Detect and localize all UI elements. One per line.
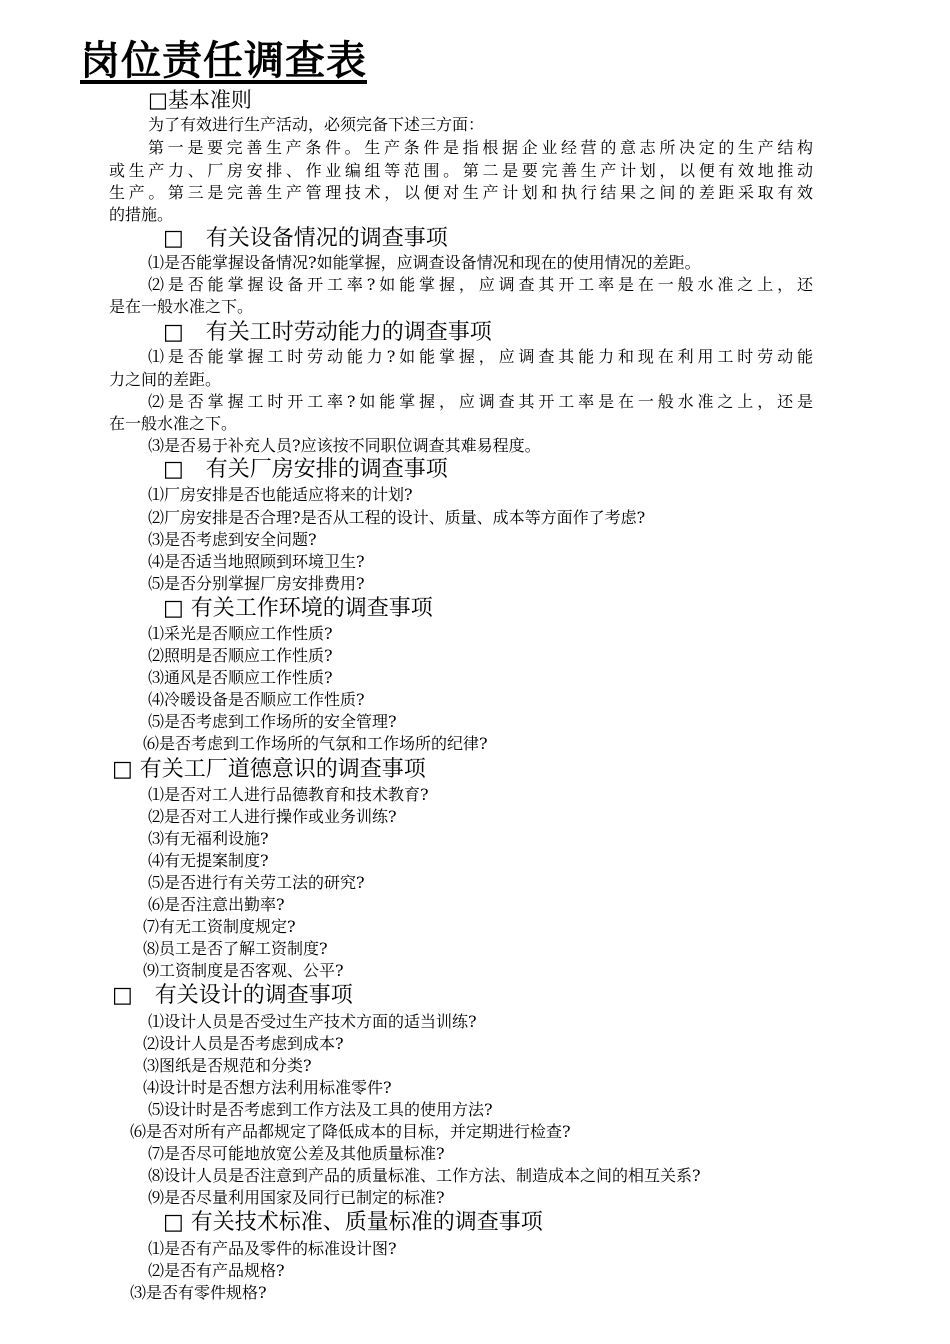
paragraph-line: 第一是要完善生产条件。生产条件是指根据企业经营的意志所决定的生产结构 (148, 138, 813, 157)
list-item: ⑵是否对工人进行操作或业务训练? (148, 807, 397, 826)
list-item: ⑵照明是否顺应工作性质? (148, 646, 333, 665)
list-item: ⑶是否考虑到安全问题? (148, 530, 317, 549)
list-item: ⑶图纸是否规范和分类? (143, 1056, 312, 1075)
list-item: ⑶通风是否顺应工作性质? (148, 668, 333, 687)
section-heading-standards: □ 有关技术标准、质量标准的调查事项 (163, 1210, 543, 1235)
section-heading-environment: □ 有关工作环境的调查事项 (163, 596, 433, 621)
paragraph-line: 生产。第三是完善生产管理技术，以便对生产计划和执行结果之间的差距采取有效 (109, 183, 813, 202)
list-item: ⑷设计时是否想方法利用标准零件? (143, 1078, 392, 1097)
list-item: ⑶是否有零件规格? (130, 1283, 267, 1302)
list-item: ⑴是否能掌握工时劳动能力?如能掌握，应调查其能力和现在利用工时劳动能 (148, 347, 813, 366)
list-item: ⑴是否有产品及零件的标准设计图? (148, 1239, 397, 1258)
list-item: ⑵是否能掌握设备开工率?如能掌握，应调查其开工率是在一般水准之上，还 (148, 275, 813, 294)
list-item: ⑹是否考虑到工作场所的气氛和工作场所的纪律? (143, 734, 488, 753)
list-item: ⑴采光是否顺应工作性质? (148, 624, 333, 643)
list-item-continuation: 力之间的差距。 (109, 370, 222, 389)
list-item: ⑸是否进行有关劳工法的研究? (148, 873, 365, 892)
list-item: ⑶有无福利设施? (148, 829, 269, 848)
list-item: ⑴设计人员是否受过生产技术方面的适当训练? (148, 1012, 477, 1031)
list-item: ⑷有无提案制度? (148, 851, 269, 870)
section-heading-equipment: □ 有关设备情况的调查事项 (163, 226, 448, 251)
list-item: ⑻员工是否了解工资制度? (143, 939, 328, 958)
list-item: ⑵厂房安排是否合理?是否从工程的设计、质量、成本等方面作了考虑? (148, 508, 646, 527)
paragraph-line: 的措施。 (109, 205, 174, 224)
section-heading-design: □ 有关设计的调查事项 (112, 983, 353, 1008)
list-item: ⑵设计人员是否考虑到成本? (143, 1034, 344, 1053)
paragraph-line: 或生产力、厂房安排、作业编组等范围。第二是要完善生产计划，以便有效地推动 (109, 161, 813, 180)
section-heading-labor: □ 有关工时劳动能力的调查事项 (163, 320, 492, 345)
list-item: ⑹是否对所有产品都规定了降低成本的目标，并定期进行检查? (130, 1122, 571, 1141)
list-item: ⑺是否尽可能地放宽公差及其他质量标准? (148, 1144, 445, 1163)
page-title: 岗位责任调查表 (80, 38, 367, 84)
list-item: ⑸是否考虑到工作场所的安全管理? (148, 712, 397, 731)
list-item: ⑼是否尽量利用国家及同行已制定的标准? (148, 1188, 445, 1207)
list-item: ⑹是否注意出勤率? (148, 895, 285, 914)
list-item: ⑶是否易于补充人员?应该按不同职位调查其难易程度。 (148, 436, 541, 455)
list-item: ⑴是否对工人进行品德教育和技术教育? (148, 785, 429, 804)
list-item: ⑵是否有产品规格? (148, 1261, 285, 1280)
list-item: ⑷是否适当地照顾到环境卫生? (148, 552, 365, 571)
list-item: ⑴是否能掌握设备情况?如能掌握，应调查设备情况和现在的使用情况的差距。 (148, 253, 701, 272)
list-item: ⑴厂房安排是否也能适应将来的计划? (148, 485, 413, 504)
list-item: ⑼工资制度是否客观、公平? (143, 961, 344, 980)
list-item-continuation: 是在一般水准之下。 (109, 297, 254, 316)
list-item: ⑸是否分别掌握厂房安排费用? (148, 574, 365, 593)
list-item-continuation: 在一般水准之下。 (109, 414, 238, 433)
list-item: ⑺有无工资制度规定? (143, 917, 296, 936)
section-heading-basic-principles: □基本准则 (148, 88, 252, 112)
list-item: ⑵是否掌握工时开工率?如能掌握，应调查其开工率是在一般水准之上，还是 (148, 392, 813, 411)
section-heading-ethics: □ 有关工厂道德意识的调查事项 (112, 757, 426, 782)
paragraph-line: 为了有效进行生产活动，必须完备下述三方面： (148, 115, 485, 134)
list-item: ⑸设计时是否考虑到工作方法及工具的使用方法? (148, 1100, 493, 1119)
list-item: ⑻设计人员是否注意到产品的质量标准、工作方法、制造成本之间的相互关系? (148, 1166, 701, 1185)
section-heading-plant: □ 有关厂房安排的调查事项 (163, 457, 448, 482)
list-item: ⑷冷暖设备是否顺应工作性质? (148, 690, 365, 709)
